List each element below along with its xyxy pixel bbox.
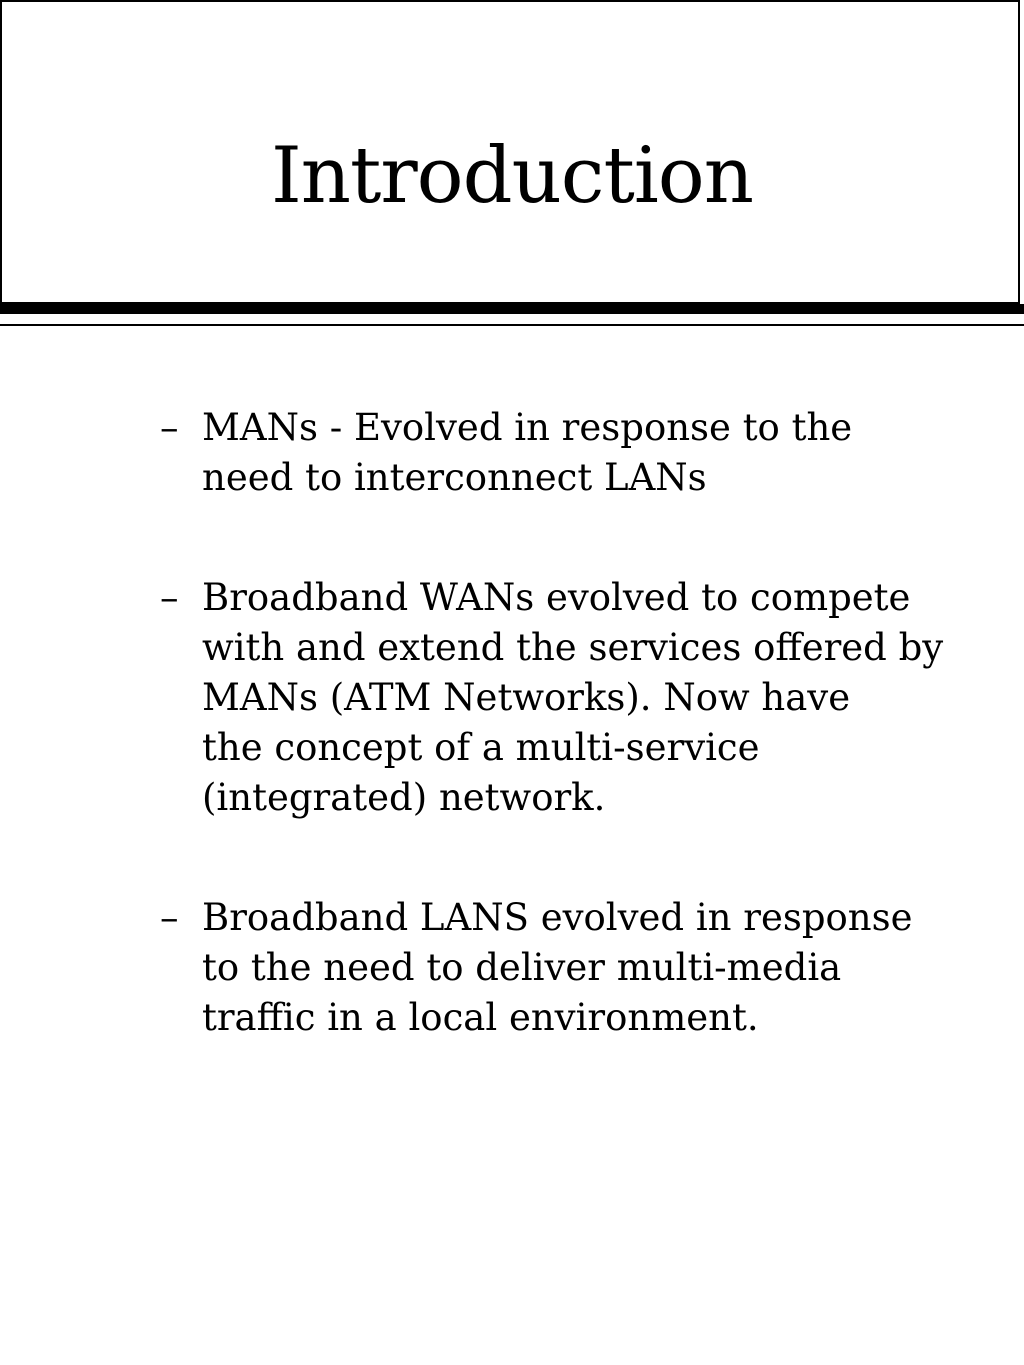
- bullet-line: MANs (ATM Networks). Now have: [202, 676, 851, 719]
- bullet-line: traffic in a local environment.: [202, 996, 759, 1039]
- title-underline-thick: [0, 304, 1024, 314]
- bullet-line: the concept of a multi-service: [202, 726, 760, 769]
- bullet-dash: –: [160, 896, 179, 939]
- title-underline-thin: [0, 324, 1024, 326]
- bullet-line: (integrated) network.: [202, 776, 606, 819]
- bullet-list: [160, 403, 950, 1113]
- bullet-line: MANs - Evolved in response to the: [202, 406, 853, 449]
- bullet-line: with and extend the services offered by: [202, 626, 944, 669]
- bullet-line: need to interconnect LANs: [202, 456, 707, 499]
- bullet-line: to the need to deliver multi-media: [202, 946, 842, 989]
- bullet-item: [160, 893, 950, 1043]
- bullet-line: Broadband LANS evolved in response: [202, 896, 913, 939]
- bullet-dash: –: [160, 406, 179, 449]
- bullet-line: Broadband WANs evolved to compete: [202, 576, 911, 619]
- slide-title: Introduction: [271, 131, 753, 221]
- bullet-item: [160, 403, 950, 503]
- bullet-dash: –: [160, 576, 179, 619]
- bullet-item: [160, 573, 950, 823]
